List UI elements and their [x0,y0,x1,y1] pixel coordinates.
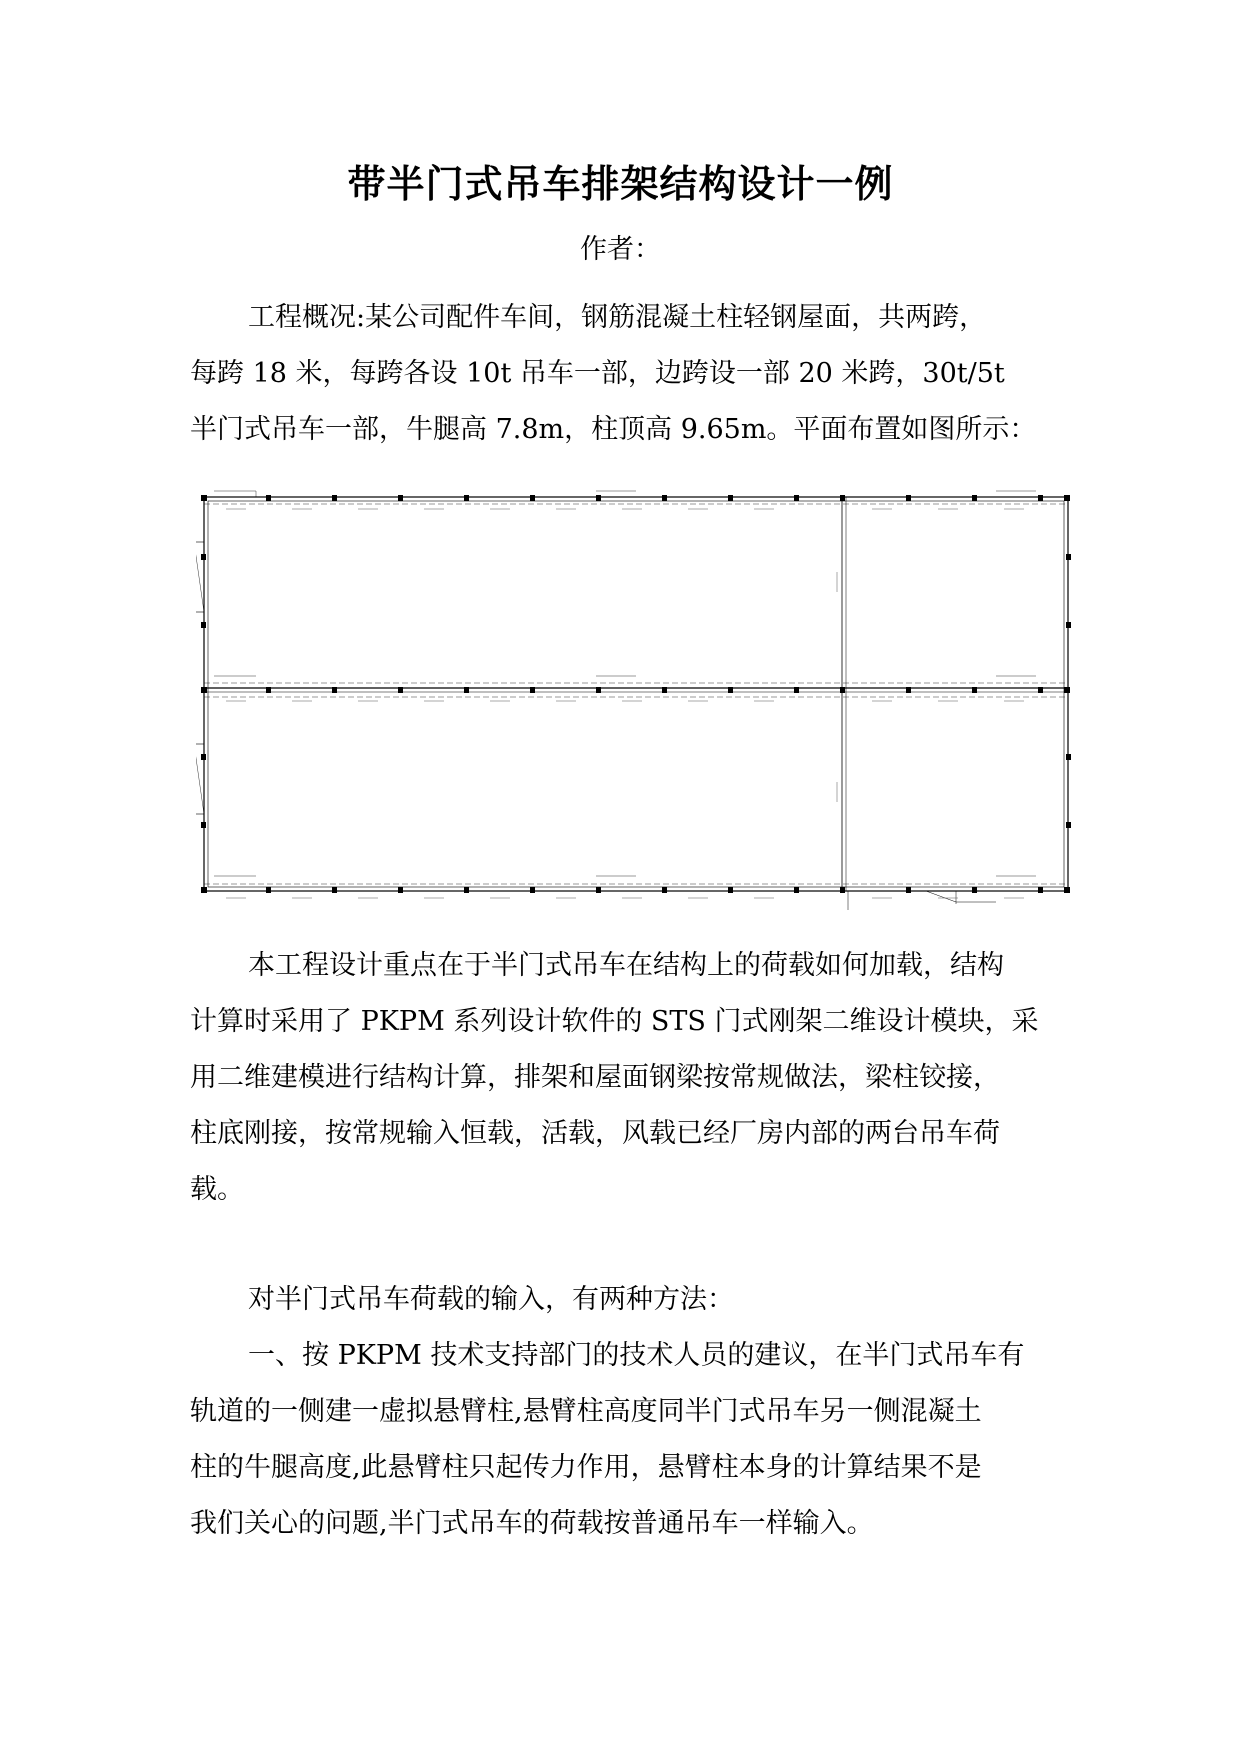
paragraph-line: 半门式吊车一部，牛腿高 7.8m，柱顶高 9.65m。平面布置如图所示： [190,414,1037,445]
paragraph-design-focus [190,938,1058,1218]
paragraph-line: 柱底刚接，按常规输入恒载，活载，风载已经厂房内部的两台吊车荷 [190,1118,1000,1149]
dimension-ticks [226,509,1024,898]
paragraph-line: 计算时采用了 PKPM 系列设计软件的 STS 门式刚架二维设计模块，采 [190,1006,1039,1037]
document-title: 带半门式吊车排架结构设计一例 [347,161,894,206]
annotation-leader [926,891,996,902]
paragraph-line: 用二维建模进行结构计算，排架和屋面钢梁按常规做法，梁柱铰接， [190,1062,1000,1093]
building-outline [204,497,1068,891]
paragraph-line: 对半门式吊车荷载的输入，有两种方法： [248,1284,734,1315]
paragraph-line: 本工程设计重点在于半门式吊车在结构上的荷载如何加载，结构 [248,950,1004,981]
paragraph-methods-intro [190,1272,1058,1328]
paragraph-line: 一、按 PKPM 技术支持部门的技术人员的建议，在半门式吊车有 [248,1340,1025,1371]
plan-layout-drawing [196,482,1076,912]
author-label: 作者： [580,234,661,265]
column-markers [201,495,1071,893]
paragraph-project-overview [190,290,1058,458]
paragraph-line: 轨道的一侧建一虚拟悬臂柱,悬臂柱高度同半门式吊车另一侧混凝土 [190,1396,982,1427]
building-inner-outline [208,501,1064,887]
plan-layout-svg [196,482,1076,912]
paragraph-method-one [190,1328,1058,1552]
left-door-top [196,542,204,612]
paragraph-line: 我们关心的问题,半门式吊车的荷载按普通吊车一样输入。 [190,1508,874,1539]
paragraph-line: 载。 [190,1174,244,1205]
paragraph-line: 每跨 18 米，每跨各设 10t 吊车一部，边跨设一部 20 米跨，30t/5t [190,358,1005,389]
paragraph-line: 柱的牛腿高度,此悬臂柱只起传力作用，悬臂柱本身的计算结果不是 [190,1452,982,1483]
paragraph-line: 工程概况:某公司配件车间，钢筋混凝土柱轻钢屋面，共两跨， [248,302,987,333]
